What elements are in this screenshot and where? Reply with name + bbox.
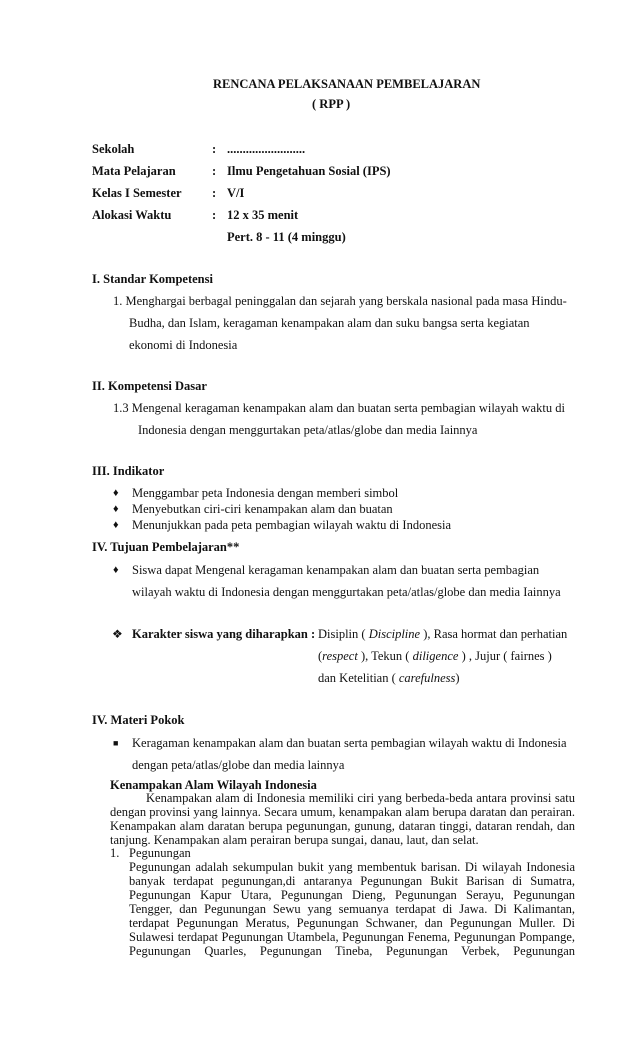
identity-value-sekolah: ......................... (227, 142, 306, 156)
indikator-item: Menyebutkan ciri-ciri kenampakan alam dan buatan (132, 502, 393, 516)
karakter-text: dan Ketelitian ( (318, 671, 399, 685)
pegunungan-line: Tengger, dan Pegunungan Sewu yang semuanya terdapat di Jawa. Di Kalimantan, (129, 902, 575, 916)
karakter-text-italic: Discipline (368, 627, 421, 641)
pegunungan-line: Pegunungan Kapur Utara, Pegunungan Dieng, Pegunungan Serayu, Pegunungan (129, 888, 575, 902)
karakter-text-italic: diligence (412, 649, 459, 663)
karakter-line-1 (318, 626, 567, 642)
square-bullet-icon: ■ (113, 738, 119, 748)
section-heading-indikator: III. Indikator (92, 464, 165, 478)
karakter-text: ) , Jujur ( fairnes ) (458, 649, 552, 663)
document-title: RENCANA PELAKSANAAN PEMBELAJARAN (213, 77, 481, 91)
document-subtitle: ( RPP ) (312, 97, 351, 111)
kenampakan-intro-line: Kenampakan alam di Indonesia memiliki ciri yang berbeda-beda antara provinsi satu (146, 791, 575, 805)
section-heading-tujuan: IV. Tujuan Pembelajaran** (92, 540, 240, 554)
karakter-text-italic: respect (322, 649, 358, 663)
diamond-bullet-icon: ♦ (113, 503, 119, 515)
pegunungan-line: Sulawesi terdapat Pegunungan Utambela, Pegunungan Fenema, Pegunungan Pompange, (129, 930, 575, 944)
identity-value-pertemuan: Pert. 8 - 11 (4 minggu) (227, 230, 346, 244)
identity-label-mapel: Mata Pelajaran (92, 164, 176, 178)
karakter-text: Disiplin ( (318, 627, 369, 641)
kompetensi-line: Indonesia dengan menggurtakan peta/atlas/globe dan media Iainnya (138, 423, 478, 437)
pegunungan-line: Pegunungan adalah sekumpulan bukit yang membentuk barisan. Di wilayah Indonesia (129, 860, 575, 874)
pegunungan-line: Pegunungan Quarles, Pegunungan Tineba, Pegunungan Verbek, Pegunungan (129, 944, 575, 958)
kenampakan-intro-line: Kenampakan alam daratan berupa pegunungan, gunung, dataran tinggi, dataran rendah, dan (110, 819, 575, 833)
identity-sep: : (212, 164, 217, 178)
karakter-text-italic: carefulness (398, 671, 456, 685)
diamond-bullet-icon: ♦ (113, 519, 119, 531)
section-heading-standar: I. Standar Kompetensi (92, 272, 213, 286)
standar-line: Budha, dan Islam, keragaman kenampakan alam dan suku bangsa serta kegiatan (129, 316, 530, 330)
kompetensi-line: 1.3 Mengenal keragaman kenampakan alam dan buatan serta pembagian wilayah waktu di (113, 401, 565, 415)
identity-label-alokasi: Alokasi Waktu (92, 208, 172, 222)
indikator-item: Menggambar peta Indonesia dengan memberi simbol (132, 486, 399, 500)
materi-line: dengan peta/atlas/globe dan media lainnya (132, 758, 345, 772)
identity-sep: : (212, 208, 217, 222)
standar-line: ekonomi di Indonesia (129, 338, 238, 352)
identity-sep: : (212, 186, 217, 200)
identity-label-kelas: Kelas I Semester (92, 186, 182, 200)
kenampakan-intro-line: dengan provinsi yang lainnya. Secara umum, kenampakan alam berupa daratan dan perairan. (110, 805, 575, 819)
section-heading-kompetensi: II. Kompetensi Dasar (92, 379, 207, 393)
pegunungan-line: banyak terdapat pegunungan,di antaranya Pegunungan Bukit Barisan di Sumatra, (129, 874, 575, 888)
tujuan-line: wilayah waktu di Indonesia dengan menggurtakan peta/atlas/globe dan media Iainnya (132, 585, 561, 599)
star-bullet-icon: ❖ (112, 627, 123, 641)
section-heading-materi: IV. Materi Pokok (92, 713, 185, 727)
karakter-text: ), Rasa hormat dan perhatian (420, 627, 568, 641)
karakter-label: Karakter siswa yang diharapkan : (132, 627, 316, 641)
kenampakan-intro-line: tanjung. Kenampakan alam perairan berupa sungai, danau, laut, dan selat. (110, 833, 479, 847)
list-number: 1. (110, 846, 120, 860)
karakter-text: ( (318, 649, 323, 663)
materi-line: Keragaman kenampakan alam dan buatan serta pembagian wilayah waktu di Indonesia (132, 736, 567, 750)
karakter-text: ), Tekun ( (357, 649, 413, 663)
identity-value-kelas: V/I (227, 186, 245, 200)
karakter-line-3 (318, 670, 460, 686)
identity-value-mapel: Ilmu Pengetahuan Sosial (IPS) (227, 164, 391, 178)
identity-label-sekolah: Sekolah (92, 142, 135, 156)
list-item-title: Pegunungan (129, 846, 191, 860)
identity-value-alokasi: 12 x 35 menit (227, 208, 299, 222)
karakter-text: ) (455, 671, 460, 685)
karakter-line-2 (318, 648, 552, 664)
diamond-bullet-icon: ♦ (113, 487, 119, 499)
diamond-bullet-icon: ♦ (113, 564, 119, 576)
identity-sep: : (212, 142, 217, 156)
kenampakan-heading: Kenampakan Alam Wilayah Indonesia (110, 778, 317, 792)
pegunungan-line: terdapat Pegunungan Meratus, Pegunungan Schwaner, dan Pegunungan Muller. Di (129, 916, 575, 930)
tujuan-line: Siswa dapat Mengenal keragaman kenampakan alam dan buatan serta pembagian (132, 563, 540, 577)
standar-line: 1. Menghargai berbagal peninggalan dan sejarah yang berskala nasional pada masa Hindu- (113, 294, 567, 308)
indikator-item: Menunjukkan pada peta pembagian wilayah waktu di Indonesia (132, 518, 452, 532)
